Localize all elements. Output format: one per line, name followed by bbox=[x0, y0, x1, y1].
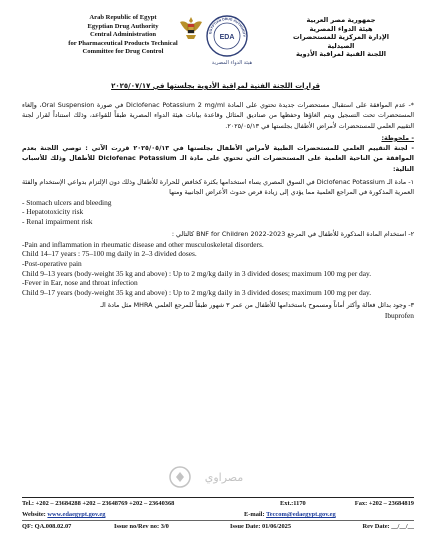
risk-item: - Renal impairment risk bbox=[22, 216, 93, 226]
risk-item: - Hepatotoxicity risk bbox=[22, 207, 84, 217]
letterhead-line: for Pharmaceutical Products Technical bbox=[68, 39, 178, 47]
logo-text: EDA bbox=[219, 34, 235, 41]
website-link[interactable]: www.edaegypt.gov.eg bbox=[47, 511, 106, 518]
letterhead bbox=[0, 14, 431, 76]
footer-ext: Ext.:1170 bbox=[280, 500, 306, 507]
website-label: Website: bbox=[22, 511, 46, 518]
footer-fax: Fax: +202 – 23684819 bbox=[354, 500, 414, 507]
footer-email bbox=[244, 511, 336, 518]
reason-1: ١- مادة الـ Diclofenac Potassium في السوق المصري يساء استخدامها بكثرة كخافض للحرارة للأطفال وذلك دون الإلتزام بدواعي الإستخدام والفئة العمرية المذكورة في المراجع العلمية مما يؤدي إلى زيادة فرص حدوث الأعراض الجانبية ومنها bbox=[22, 178, 414, 197]
watermark bbox=[168, 463, 260, 491]
footer-qf: QF: QA.008.02.07 bbox=[22, 523, 72, 530]
footer-tel: Tel.: +202 – 23684288 +202 – 23648769 +202 – 23640368 bbox=[22, 500, 175, 507]
letterhead-line: الإدارة المركزية للمستحضرات الصيدلية bbox=[293, 33, 389, 50]
risk-list bbox=[22, 198, 414, 227]
letterhead-line: هيئة الدواء المصرية bbox=[309, 24, 373, 33]
footer-website bbox=[22, 511, 105, 518]
bnf-line: Child 9–17 years (body-weight 35 kg and above) : Up to 2 mg/kg daily in 3 divided doses; maximum 100 mg per day. bbox=[22, 287, 372, 297]
reason-2: ٢- استخدام المادة المذكورة للأطفال في المرجع BNF for Children 2022-2023 كالتالي : bbox=[171, 230, 414, 239]
committee-text: - لجنة التقييم العلمي للمستحضرات الطبية لأمراض الأطفال بجلستها في ٢٠٢٥/٠٥/١٣ قررت الآتي : توصي اللجنة بعدم الموافقة من الناحية العلمية على المستحضرات التي تحتوي على مادة الـ Diclofenac Potassium للأطفال وذلك للأسباب التالية: bbox=[22, 144, 414, 173]
bnf-line: -Fever in Ear, nose and throat infection bbox=[22, 278, 138, 288]
committee-paragraph bbox=[22, 143, 414, 174]
bnf-line: -Post-operative pain bbox=[22, 258, 82, 268]
logo-ring-text: EGYPTIAN DRUG AUTHORITY bbox=[208, 16, 247, 38]
letterhead-line: Central Administration bbox=[89, 31, 157, 39]
eagle-emblem-icon bbox=[178, 14, 204, 44]
letterhead-line: اللجنة الفنية لمراقبة الأدوية bbox=[295, 50, 386, 59]
bnf-line: Child 9–13 years (body-weight 35 kg and above) : Up to 2 mg/kg daily in 3 divided doses; maximum 100 mg per day. bbox=[22, 268, 372, 278]
letterhead-line: Committee for Drug Control bbox=[82, 48, 164, 56]
note-label: - ملحوظة: bbox=[381, 133, 414, 142]
footer-rev-date: Rev Date: __/__/__ bbox=[362, 523, 414, 530]
document-footer bbox=[22, 497, 414, 532]
letterhead-line: Arab Republic of Egypt bbox=[89, 14, 157, 21]
footer-issue-date: Issue Date: 01/06/2025 bbox=[230, 523, 292, 530]
document-title: قرارات اللجنة الفنية لمراقبة الأدوية بجلستها في ٢٠٢٥/٠٧/١٧ bbox=[111, 82, 320, 90]
bnf-line: Child 14–17 years : 75–100 mg daily in 2–3 divided doses. bbox=[22, 249, 197, 259]
document-body bbox=[22, 100, 414, 320]
decision-paragraph: *- عدم الموافقة على استقبال مستحضرات جديدة تحتوي على المادة Diclofenac Potassium 2 mg/ml في صورة Oral Suspension، وإلغاء المستحضرات تحت التسجيل ويتم الغاؤها وحفظها من صناديق المثائل وقاعدة بيانات هيئة الدواء المصرية طبقاً للقواعد، وذلك استناداً لقرار لجنة التقييم العلمي للمستحضرات لأمراض الأطفال بجلستها في ٢٠٢٥/٠٥/١٣. bbox=[22, 101, 414, 130]
reason-3: ٣- وجود بدائل فعالة وأكثر أماناً ومسموح باستخدامها للأطفال من عمر ٣ شهور طبقاً للمرجع العلمي MHRA مثل مادة الـ bbox=[100, 301, 414, 310]
email-link[interactable]: Teccom@edaegypt.gov.eg bbox=[266, 511, 336, 518]
watermark-text: مصراوي bbox=[204, 471, 244, 484]
letterhead-line: جمهورية مصر العربية bbox=[306, 16, 376, 24]
eda-logo-icon bbox=[205, 14, 249, 58]
reason-3-end: Ibuprofen bbox=[384, 310, 414, 320]
email-label: E-mail: bbox=[244, 511, 265, 518]
logo-caption: هيئة الدواء المصرية bbox=[211, 60, 253, 66]
bnf-line: -Pain and inflammation in rheumatic disease and other musculoskeletal disorders. bbox=[22, 239, 264, 249]
bnf-dosing bbox=[22, 240, 414, 298]
watermark-icon bbox=[168, 463, 260, 491]
letterhead-arabic bbox=[281, 16, 401, 59]
risk-item: - Stomach ulcers and bleeding bbox=[22, 197, 112, 207]
letterhead-line: Egyptian Drug Authority bbox=[87, 22, 159, 30]
footer-issue: Issue no/Rev no: 3/0 bbox=[114, 523, 169, 530]
